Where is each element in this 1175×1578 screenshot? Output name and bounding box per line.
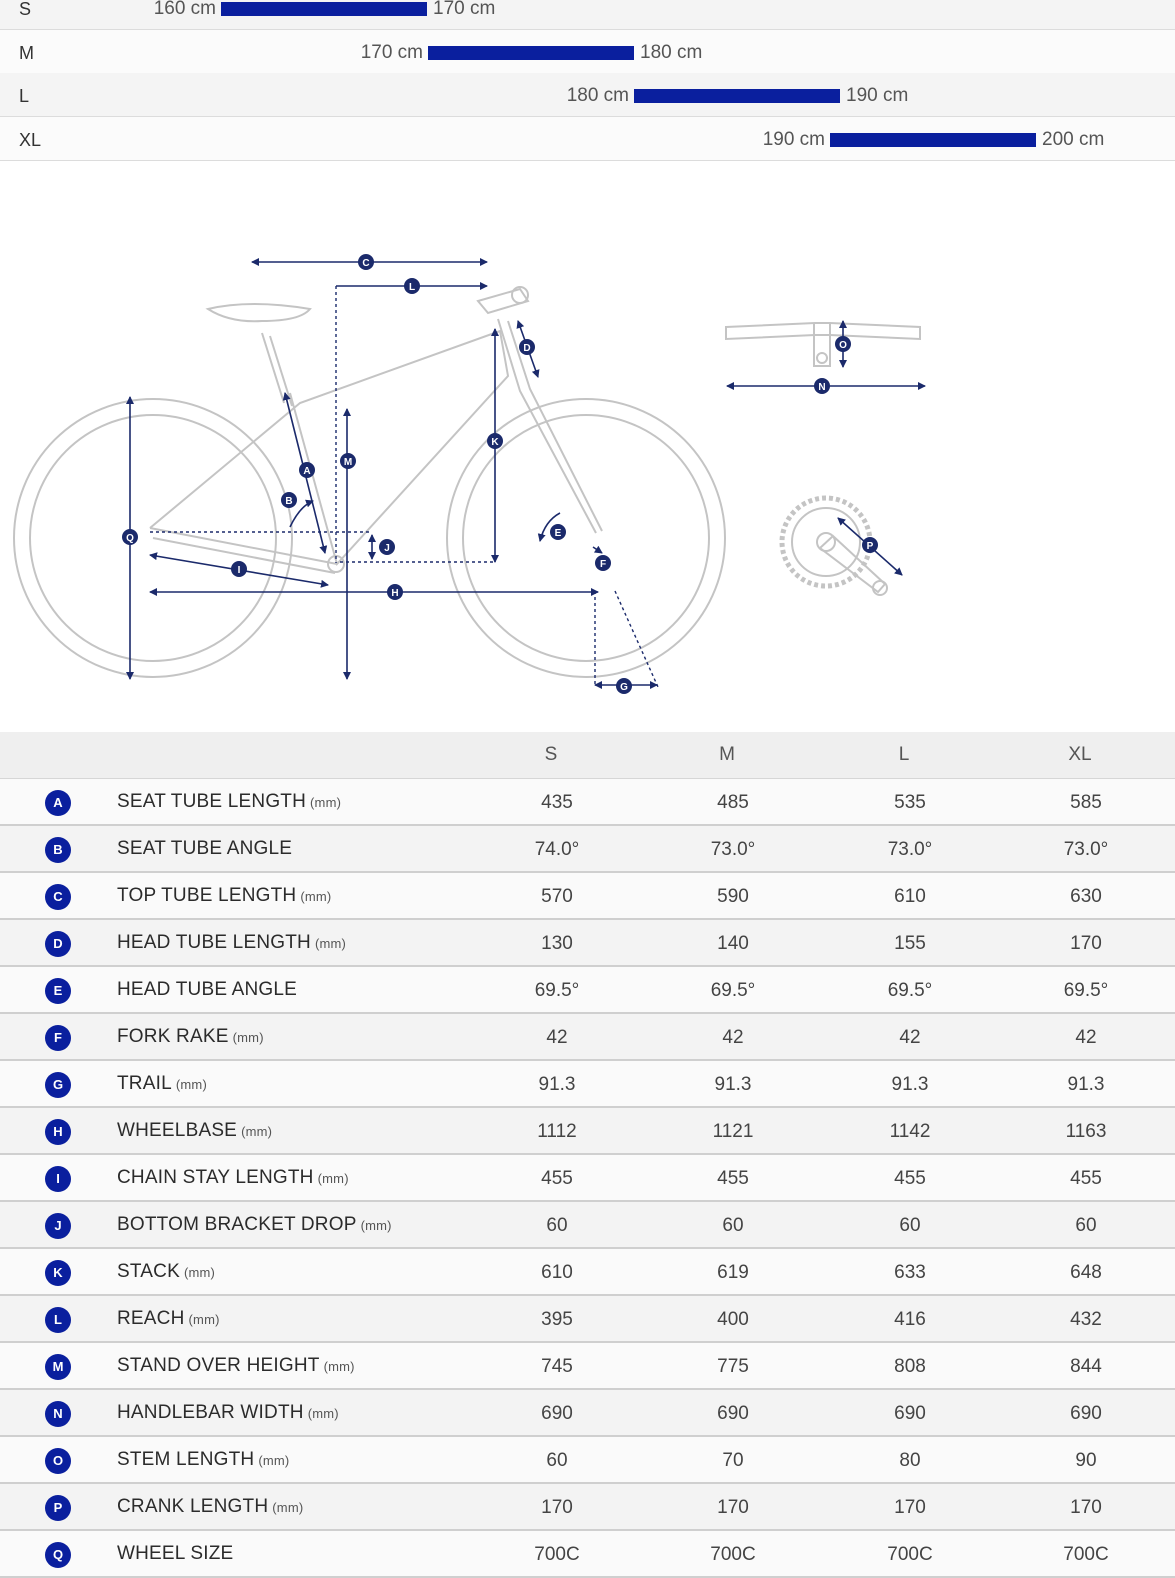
row-key-badge: C (45, 884, 71, 910)
measurement-label: SEAT TUBE ANGLE (117, 838, 293, 859)
cell-size-xl: 690 (1070, 1403, 1102, 1424)
cell-size-l: 73.0° (887, 839, 933, 860)
cell-size-l: 455 (894, 1168, 926, 1189)
table-row (0, 1484, 1175, 1531)
measurement-label: STAND OVER HEIGHT (117, 1355, 320, 1376)
size-range-min: 160 cm (153, 0, 216, 19)
cell-size-l: 69.5° (887, 980, 933, 1001)
cell-size-s: 700C (534, 1544, 580, 1565)
size-range-row (0, 73, 1175, 117)
cell-size-s: 395 (541, 1309, 573, 1330)
cell-size-s: 455 (541, 1168, 573, 1189)
diagram-badge-label: L (408, 282, 416, 293)
measurement-unit: (mm) (310, 795, 342, 810)
cell-size-l: 170 (894, 1497, 926, 1518)
diagram-badge-label: M (343, 457, 353, 468)
row-key-badge: E (45, 978, 71, 1004)
header-size-l: L (898, 744, 910, 765)
cell-size-m: 775 (717, 1356, 749, 1377)
size-range-row (0, 117, 1175, 161)
row-key-badge: F (45, 1025, 71, 1051)
cell-size-m: 73.0° (710, 839, 756, 860)
row-measurement-name (117, 1026, 264, 1048)
cell-size-s: 435 (541, 792, 573, 813)
cell-size-m: 690 (717, 1403, 749, 1424)
row-key-badge: N (45, 1401, 71, 1427)
measurement-unit: (mm) (258, 1453, 290, 1468)
row-measurement-name (117, 1449, 289, 1471)
table-row (0, 1390, 1175, 1437)
cell-size-m: 400 (717, 1309, 749, 1330)
cell-size-xl: 91.3 (1067, 1074, 1105, 1095)
table-row (0, 826, 1175, 873)
measurement-unit: (mm) (360, 1218, 392, 1233)
measurement-unit: (mm) (188, 1312, 220, 1327)
row-measurement-name (117, 1120, 272, 1142)
table-row (0, 1014, 1175, 1061)
row-key-badge: D (45, 931, 71, 957)
cell-size-xl: 73.0° (1063, 839, 1109, 860)
row-measurement-name (117, 1261, 215, 1283)
cell-size-xl: 42 (1075, 1027, 1097, 1048)
measurement-label: BOTTOM BRACKET DROP (117, 1214, 357, 1235)
diagram-badge-label: P (866, 541, 874, 552)
measurement-label: SEAT TUBE LENGTH (117, 791, 307, 812)
measurement-unit: (mm) (232, 1030, 264, 1045)
measurement-label: TRAIL (117, 1073, 172, 1094)
cell-size-m: 700C (710, 1544, 756, 1565)
diagram-badge-label: G (620, 682, 628, 693)
bike-outline (14, 287, 920, 677)
cell-size-s: 69.5° (534, 980, 580, 1001)
row-key-badge: I (45, 1166, 71, 1192)
table-row (0, 1249, 1175, 1296)
cell-size-m: 60 (722, 1215, 744, 1236)
measurement-label: WHEEL SIZE (117, 1543, 234, 1564)
measurement-label: FORK RAKE (117, 1026, 229, 1047)
measurement-label: HANDLEBAR WIDTH (117, 1402, 304, 1423)
size-range-label: L (19, 86, 30, 106)
table-row (0, 1343, 1175, 1390)
table-row (0, 1155, 1175, 1202)
row-measurement-name (117, 838, 292, 860)
cell-size-s: 60 (546, 1215, 568, 1236)
diagram-badge-label: O (839, 340, 847, 351)
measurement-label: HEAD TUBE LENGTH (117, 932, 311, 953)
cell-size-xl: 69.5° (1063, 980, 1109, 1001)
diagram-badge-label: E (554, 528, 562, 539)
measurement-unit: (mm) (317, 1171, 349, 1186)
size-range-bar (221, 2, 427, 16)
measurement-unit: (mm) (314, 936, 347, 951)
cell-size-xl: 700C (1063, 1544, 1109, 1565)
table-row (0, 967, 1175, 1014)
size-range-max: 180 cm (640, 42, 703, 63)
header-size-s: S (544, 744, 558, 765)
table-row (0, 1061, 1175, 1108)
table-row (0, 779, 1175, 826)
guide-lines (150, 286, 658, 687)
measurement-label: REACH (117, 1308, 185, 1329)
cell-size-l: 690 (894, 1403, 926, 1424)
cell-size-l: 535 (894, 792, 926, 813)
cell-size-l: 155 (894, 933, 926, 954)
cell-size-s: 130 (541, 933, 573, 954)
cell-size-l: 60 (899, 1215, 921, 1236)
size-range-label: XL (19, 130, 42, 150)
measurement-unit: (mm) (241, 1124, 273, 1139)
cell-size-xl: 648 (1070, 1262, 1102, 1283)
size-range-min: 180 cm (566, 85, 629, 106)
size-range-label: M (19, 43, 34, 63)
table-header (0, 732, 1175, 779)
header-size-m: M (719, 744, 735, 765)
row-key-badge: Q (45, 1542, 71, 1568)
row-measurement-name (117, 1402, 339, 1424)
row-key-badge: O (45, 1448, 71, 1474)
table-row (0, 1108, 1175, 1155)
table-row (0, 1437, 1175, 1484)
row-key-badge: J (45, 1213, 71, 1239)
measurement-label: STACK (117, 1261, 180, 1282)
cell-size-l: 1142 (889, 1121, 931, 1142)
table-row (0, 1296, 1175, 1343)
measurement-label: TOP TUBE LENGTH (117, 885, 297, 906)
measurement-unit: (mm) (307, 1406, 339, 1421)
cell-size-m: 91.3 (714, 1074, 752, 1095)
diagram-badge-label: K (491, 437, 499, 448)
diagram-badge-label: F (599, 559, 607, 570)
row-key-badge: H (45, 1119, 71, 1145)
row-measurement-name (117, 791, 341, 813)
cell-size-s: 1112 (537, 1121, 577, 1142)
size-range-bar (830, 133, 1036, 147)
size-range-chart (0, 0, 1175, 161)
diagram-badge-label: N (818, 382, 826, 393)
measurement-label: STEM LENGTH (117, 1449, 255, 1470)
cell-size-l: 80 (899, 1450, 921, 1471)
measurement-unit: (mm) (272, 1500, 304, 1515)
cell-size-m: 70 (722, 1450, 744, 1471)
cell-size-xl: 432 (1070, 1309, 1102, 1330)
diagram-badge-label: D (523, 343, 531, 354)
cell-size-l: 91.3 (891, 1074, 929, 1095)
row-measurement-name (117, 1214, 392, 1236)
size-range-max: 190 cm (846, 85, 909, 106)
row-measurement-name (117, 932, 346, 954)
cell-size-m: 140 (717, 933, 749, 954)
cell-size-xl: 844 (1070, 1356, 1102, 1377)
table-row (0, 920, 1175, 967)
cell-size-l: 700C (887, 1544, 933, 1565)
cell-size-s: 60 (546, 1450, 568, 1471)
size-range-row (0, 0, 1175, 30)
row-key-badge: K (45, 1260, 71, 1286)
header-size-xl: XL (1068, 744, 1092, 765)
row-key-badge: B (45, 837, 71, 863)
cell-size-m: 485 (717, 792, 749, 813)
row-measurement-name (117, 1308, 220, 1330)
diagram-badge-label: J (384, 543, 390, 554)
cell-size-xl: 585 (1070, 792, 1102, 813)
measurement-label: WHEELBASE (117, 1120, 238, 1141)
diagram-badge-label: B (285, 496, 293, 507)
cell-size-xl: 60 (1075, 1215, 1097, 1236)
table-row (0, 873, 1175, 920)
geometry-table (0, 732, 1175, 1578)
measurement-unit: (mm) (175, 1077, 207, 1092)
table-row (0, 1531, 1175, 1578)
cell-size-m: 455 (717, 1168, 749, 1189)
diagram-badge-label: H (391, 588, 399, 599)
cell-size-m: 1121 (712, 1121, 754, 1142)
table-row (0, 1202, 1175, 1249)
size-range-row (0, 30, 1175, 74)
cell-size-s: 610 (541, 1262, 573, 1283)
measurement-unit: (mm) (183, 1265, 216, 1280)
size-range-bar (428, 46, 634, 60)
cell-size-l: 633 (894, 1262, 926, 1283)
row-key-badge: G (45, 1072, 71, 1098)
cell-size-xl: 1163 (1065, 1121, 1107, 1142)
size-range-min: 170 cm (360, 42, 423, 63)
cell-size-m: 170 (717, 1497, 749, 1518)
size-range-max: 170 cm (433, 0, 496, 19)
measurement-label: HEAD TUBE ANGLE (117, 979, 298, 1000)
row-key-badge: L (45, 1307, 71, 1333)
size-range-max: 200 cm (1042, 129, 1105, 150)
dimension-arrows (130, 262, 925, 685)
row-key-badge: A (45, 790, 71, 816)
cell-size-l: 610 (894, 886, 926, 907)
cell-size-s: 42 (546, 1027, 568, 1048)
diagram-badge-label: Q (126, 533, 134, 544)
row-measurement-name (117, 1167, 349, 1189)
cell-size-s: 74.0° (534, 839, 580, 860)
cell-size-s: 570 (541, 886, 573, 907)
size-range-label: S (19, 0, 32, 19)
cell-size-xl: 630 (1070, 886, 1102, 907)
measurement-label: CRANK LENGTH (117, 1496, 269, 1517)
cell-size-m: 69.5° (710, 980, 756, 1001)
measurement-unit: (mm) (323, 1359, 355, 1374)
cell-size-m: 42 (722, 1027, 744, 1048)
cell-size-xl: 170 (1070, 933, 1102, 954)
cell-size-l: 416 (894, 1309, 926, 1330)
cell-size-m: 590 (717, 886, 749, 907)
cell-size-s: 745 (541, 1356, 573, 1377)
row-key-badge: M (45, 1354, 71, 1380)
cell-size-s: 91.3 (538, 1074, 576, 1095)
diagram-badge-label: C (362, 258, 370, 269)
row-measurement-name (117, 979, 297, 1001)
cell-size-s: 690 (541, 1403, 573, 1424)
cell-size-xl: 170 (1070, 1497, 1102, 1518)
bike-geometry-svg (0, 161, 1175, 732)
cell-size-m: 619 (717, 1262, 749, 1283)
cell-size-xl: 90 (1075, 1450, 1097, 1471)
cell-size-xl: 455 (1070, 1168, 1102, 1189)
measurement-label: CHAIN STAY LENGTH (117, 1167, 314, 1188)
size-range-bar (634, 89, 840, 103)
row-measurement-name (117, 1543, 233, 1565)
diagram-badge-label: I (237, 565, 241, 576)
size-range-min: 190 cm (762, 129, 825, 150)
row-measurement-name (117, 1355, 355, 1377)
cell-size-l: 808 (894, 1356, 926, 1377)
row-measurement-name (117, 885, 331, 907)
measurement-unit: (mm) (300, 889, 332, 904)
row-measurement-name (117, 1496, 303, 1518)
geometry-diagram (0, 161, 1175, 732)
row-key-badge: P (45, 1495, 71, 1521)
cell-size-l: 42 (899, 1027, 921, 1048)
diagram-badge-label: A (303, 466, 311, 477)
row-measurement-name (117, 1073, 207, 1095)
cell-size-s: 170 (541, 1497, 573, 1518)
